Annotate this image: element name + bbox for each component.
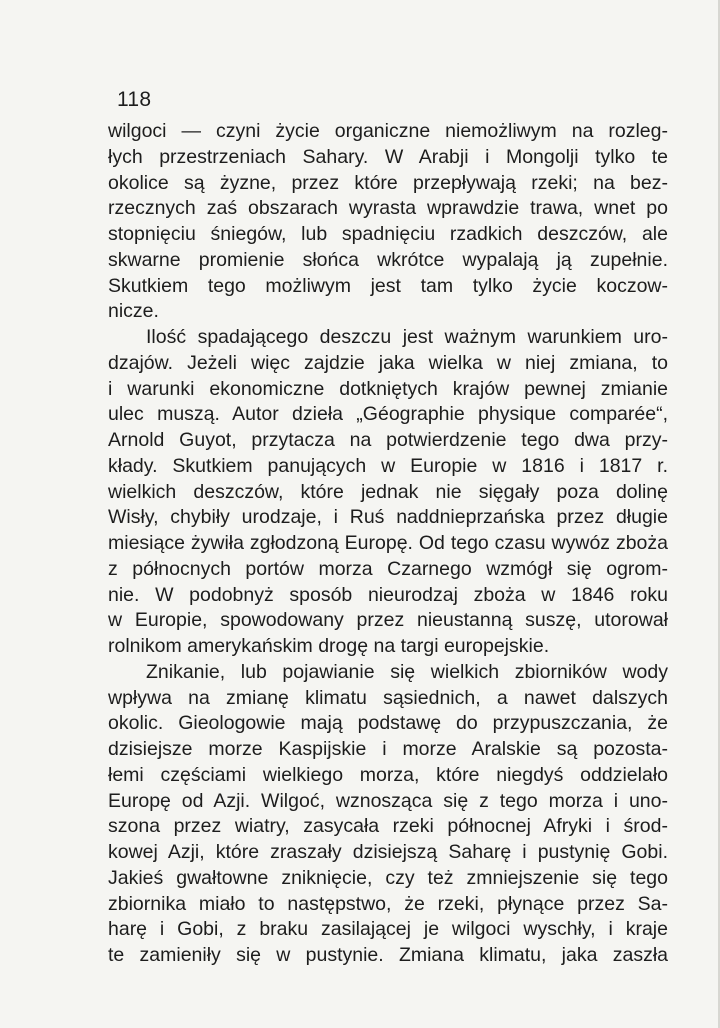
text-line: kłady. Skutkiem panujących w Europie w 1816 i 1817 r. bbox=[108, 454, 668, 477]
text-line: harę i Gobi, z braku zasilającej je wilgoci wyschły, i kraje bbox=[108, 918, 668, 941]
body-text bbox=[108, 119, 668, 969]
text-line: rolnikom amerykańskim drogę na targi europejskie. bbox=[108, 635, 550, 657]
text-line: kowej Azji, które zraszały dzisiejszą Saharę i pustynię Gobi. bbox=[108, 841, 668, 863]
page-number: 118 bbox=[117, 88, 152, 111]
text-line: ulec muszą. Autor dzieła „Géographie physique comparée“, bbox=[108, 403, 668, 426]
text-line: rzecznych zaś obszarach wyrasta wprawdzie trawa, wnet po bbox=[108, 197, 668, 220]
text-line: okolic. Gieologowie mają podstawę do przypuszczania, że bbox=[108, 712, 668, 735]
text-line: szona przez wiatry, zasycała rzeki północnej Afryki i środ- bbox=[108, 815, 668, 838]
text-line: nicze. bbox=[108, 300, 159, 323]
text-line: łemi częściami wielkiego morza, które niegdyś oddzielało bbox=[108, 763, 668, 786]
text-line: dzajów. Jeżeli więc zajdzie jaka wielka w niej zmiana, to bbox=[108, 351, 668, 374]
text-line: nie. W podobnyż sposób nieurodzaj zboża w 1846 roku bbox=[108, 583, 668, 606]
text-line: miesiące żywiła zgłodzoną Europę. Od tego czasu wywóz zboża bbox=[108, 532, 668, 554]
text-line: zbiornika miało to następstwo, że rzeki, płynące przez Sa- bbox=[108, 892, 668, 915]
text-line: Znikanie, lub pojawianie się wielkich zbiorników wody bbox=[146, 660, 668, 683]
text-line: wielkich deszczów, które jednak nie sięgały poza dolinę bbox=[108, 480, 668, 503]
text-line: łych przestrzeniach Sahary. W Arabji i Mongolji tylko te bbox=[108, 145, 668, 168]
text-line: wilgoci — czyni życie organiczne niemożliwym na rozleg- bbox=[108, 120, 668, 142]
text-line: Wisły, chybiły urodzaje, i Ruś naddnieprzańska przez długie bbox=[108, 506, 668, 529]
text-line: te zamieniły się w pustynie. Zmiana klimatu, jaka zaszła bbox=[108, 944, 668, 966]
text-line: stopnięciu śniegów, lub spadnięciu rzadkich deszczów, ale bbox=[108, 223, 668, 245]
text-line: w Europie, spowodowany przez nieustanną suszę, utorował bbox=[108, 609, 668, 632]
text-line: Ilość spadającego deszczu jest ważnym warunkiem uro- bbox=[146, 326, 668, 348]
text-line: Europę od Azji. Wilgoć, wznosząca się z tego morza i uno- bbox=[108, 789, 668, 812]
text-line: Jakieś gwałtowne zniknięcie, czy też zmniejszenie się tego bbox=[108, 866, 668, 889]
text-line: okolice są żyzne, przez które przepływają rzeki; na bez- bbox=[108, 171, 668, 194]
text-line: i warunki ekonomiczne dotkniętych krajów pewnej zmianie bbox=[108, 377, 668, 400]
text-line: wpływa na zmianę klimatu sąsiednich, a nawet dalszych bbox=[108, 686, 668, 709]
text-line: Skutkiem tego możliwym jest tam tylko życie koczow- bbox=[108, 274, 668, 297]
text-line: Arnold Guyot, przytacza na potwierdzenie tego dwa przy- bbox=[108, 429, 668, 451]
text-line: z północnych portów morza Czarnego wzmógł się ogrom- bbox=[108, 557, 668, 580]
text-line: skwarne promienie słońca wkrótce wypalają ją zupełnie. bbox=[108, 248, 668, 271]
text-line: dzisiejsze morze Kaspijskie i morze Aralskie są pozosta- bbox=[108, 738, 668, 760]
